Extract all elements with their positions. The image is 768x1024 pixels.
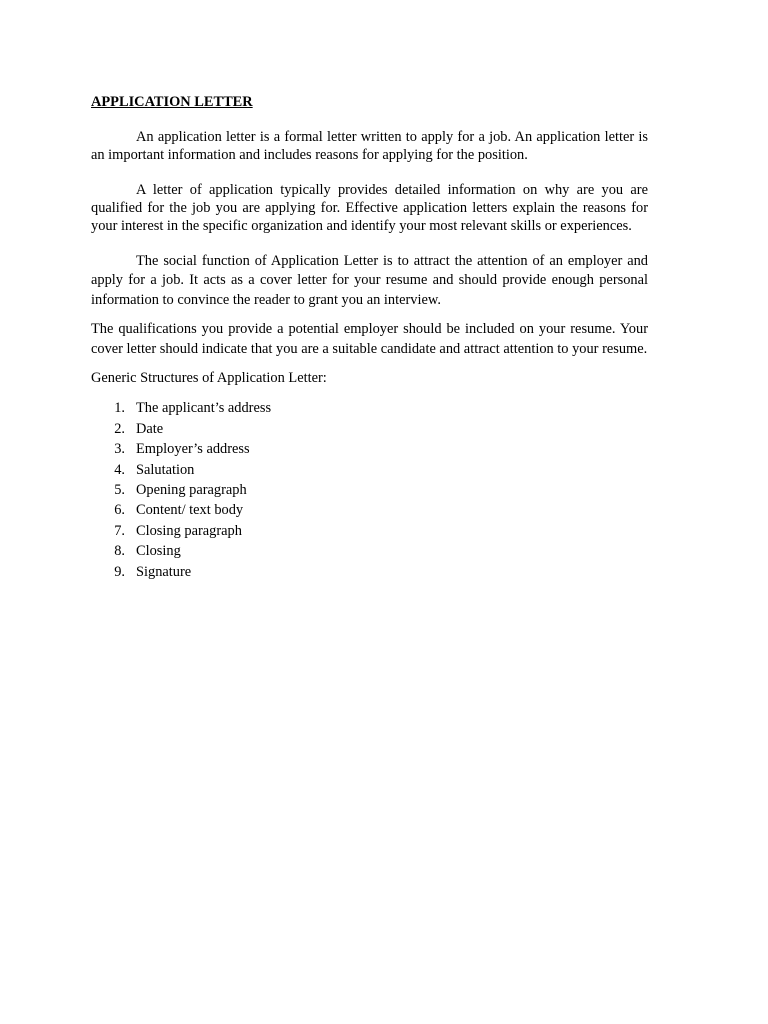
structure-list	[91, 398, 648, 582]
document-title: APPLICATION LETTER	[91, 94, 253, 110]
list-item-number: 6.	[114, 502, 125, 519]
list-heading: Generic Structures of Application Letter:	[91, 370, 327, 387]
list-item	[91, 521, 648, 541]
list-item	[91, 541, 648, 561]
list-item	[91, 419, 648, 439]
list-item	[91, 398, 648, 418]
list-item	[91, 460, 648, 480]
list-item-number: 5.	[114, 482, 125, 499]
list-item-text: The applicant’s address	[136, 400, 272, 417]
list-item-text: Salutation	[136, 461, 195, 478]
list-item-text: Date	[136, 420, 164, 437]
paragraph-details: A letter of application typically provides detailed information on why are you are qualified for the job you are applying for. Effective application letters explain the reasons for your interest in the specific organization and identify your most relevant skills or experiences.	[91, 182, 648, 234]
list-item	[91, 480, 648, 500]
list-item-text: Content/ text body	[136, 502, 244, 519]
list-item-number: 7.	[114, 522, 125, 539]
document-page	[91, 93, 648, 582]
list-item-text: Closing	[136, 543, 181, 560]
list-item-number: 3.	[114, 441, 125, 458]
list-item-text: Opening paragraph	[136, 482, 247, 499]
list-item-number: 4.	[114, 461, 125, 478]
paragraph-definition: An application letter is a formal letter written to apply for a job. An application letter is an important information and includes reasons for applying for the position.	[91, 129, 648, 163]
list-item-number: 9.	[114, 563, 125, 580]
list-item-number: 1.	[114, 400, 125, 417]
list-item-text: Employer’s address	[136, 441, 250, 458]
paragraph-social-function: The social function of Application Letter is to attract the attention of an employer and apply for a job. It acts as a cover letter for your resume and should provide enough personal information to convince the reader to grant you an interview.	[91, 253, 648, 308]
list-item	[91, 562, 648, 582]
paragraph-qualifications: The qualifications you provide a potential employer should be included on your resume. Your cover letter should indicate that you are a suitable candidate and attract attention to your resume.	[91, 321, 648, 357]
list-item-text: Signature	[136, 563, 192, 580]
list-item	[91, 500, 648, 520]
list-item-text: Closing paragraph	[136, 522, 242, 539]
list-item	[91, 439, 648, 459]
list-item-number: 2.	[114, 420, 125, 437]
list-item-number: 8.	[114, 543, 125, 560]
